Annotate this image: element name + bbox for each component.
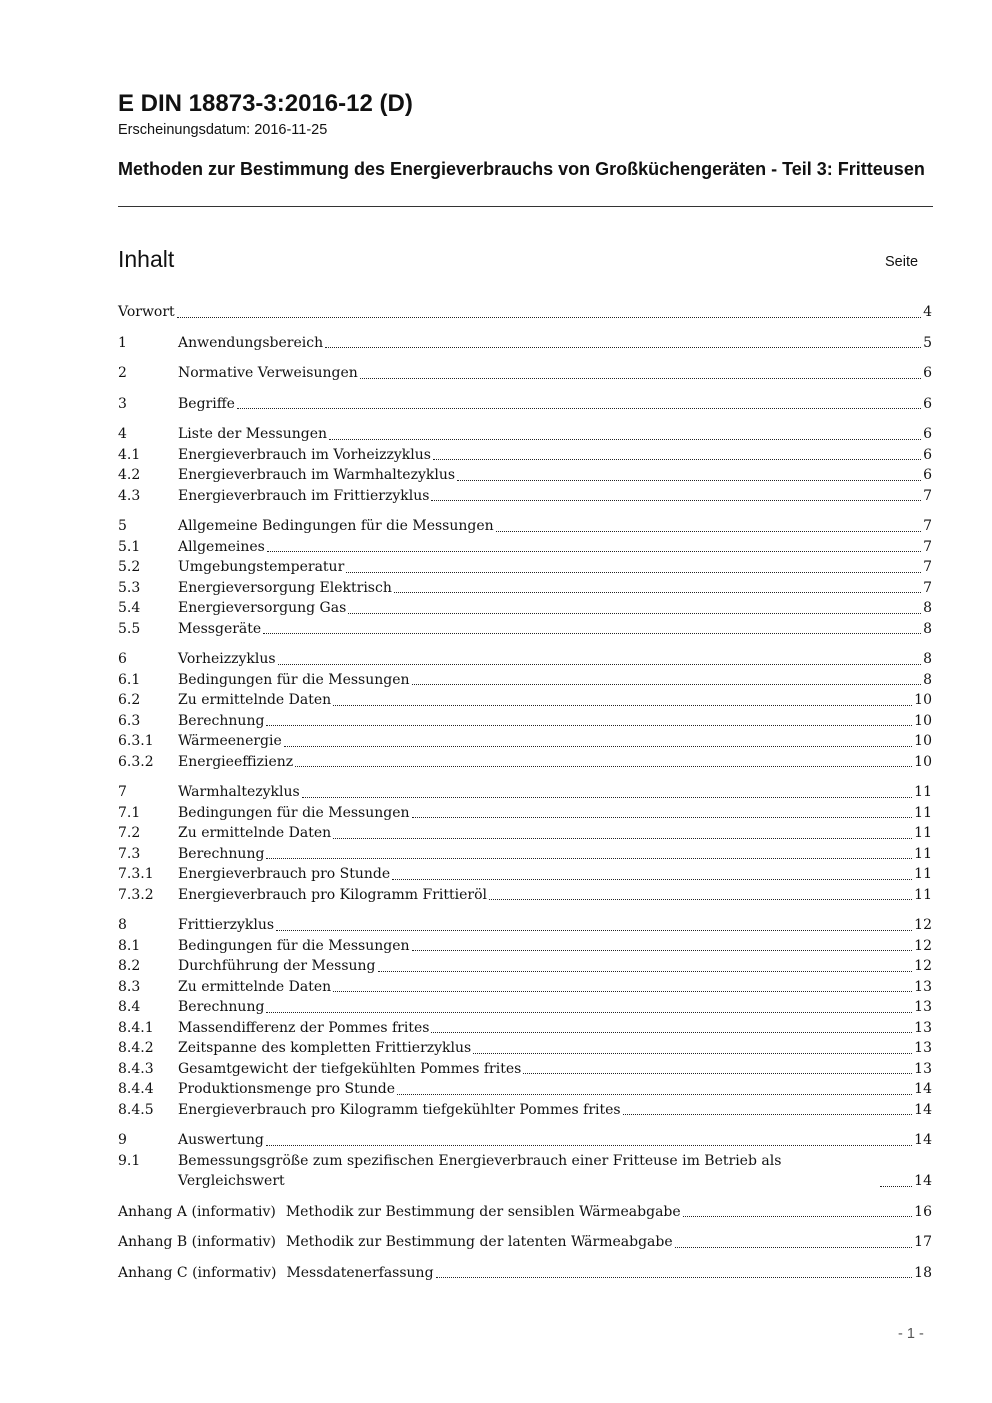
- toc-entry-label: Messdatenerfassung: [286, 1264, 434, 1281]
- toc-entry-8-4-4[interactable]: [118, 1079, 932, 1100]
- toc-leader-dots: [237, 408, 921, 409]
- toc-page-number: 17: [914, 1234, 932, 1250]
- toc-page-number: 6: [923, 446, 932, 463]
- toc-section-number: 8.4: [118, 999, 141, 1015]
- toc-entry-label: Bedingungen für die Messungen: [178, 937, 410, 954]
- toc-entry-5-5[interactable]: [118, 619, 932, 640]
- toc-leader-dots: [266, 1012, 912, 1013]
- toc-leader-dots: [397, 1094, 912, 1095]
- toc-entry-7-2[interactable]: [118, 823, 932, 844]
- toc-section-number: 5.3: [118, 579, 141, 596]
- toc-entry-vorwort[interactable]: [118, 302, 932, 323]
- toc-entry-7-1[interactable]: [118, 803, 932, 824]
- toc-page-number: 6: [923, 467, 932, 483]
- toc-section-number: 6.3.1: [118, 733, 154, 749]
- toc-page-number: 12: [914, 958, 932, 974]
- toc-section-number: 8.4.5: [118, 1101, 154, 1118]
- toc-page-number: 16: [914, 1203, 932, 1220]
- toc-leader-dots: [333, 838, 912, 839]
- toc-entry-label: Anwendungsbereich: [178, 334, 324, 351]
- toc-section-number: 9: [118, 1132, 127, 1148]
- toc-section-number: 4.2: [118, 467, 141, 483]
- toc-entry-label: Durchführung der Messung: [178, 958, 376, 974]
- toc-section-number: 8.3: [118, 978, 141, 995]
- toc-entry-5-1[interactable]: [118, 537, 932, 558]
- annex-prefix: Anhang B (informativ): [118, 1234, 277, 1250]
- toc-section-number: 6.3.2: [118, 753, 154, 770]
- toc-section-number: 5.4: [118, 600, 141, 616]
- toc-page-number: 10: [914, 692, 932, 708]
- toc-page-number: 7: [923, 559, 932, 575]
- toc-leader-dots: [412, 950, 913, 951]
- publication-date: Erscheinungsdatum: 2016-11-25: [118, 122, 328, 138]
- toc-page-number: 14: [914, 1081, 932, 1097]
- toc-leader-dots: [302, 797, 912, 798]
- toc-entry-label: Zu ermittelnde Daten: [178, 978, 332, 995]
- toc-page-number: 14: [914, 1132, 932, 1148]
- toc-entry-8-1[interactable]: [118, 936, 932, 957]
- toc-entry-label: Bedingungen für die Messungen: [178, 804, 410, 821]
- toc-section-number: 8.4.4: [118, 1081, 154, 1097]
- toc-page-number: 13: [914, 1019, 932, 1036]
- annex-prefix: Anhang A (informativ): [118, 1203, 276, 1220]
- toc-entry-label: Energieverbrauch im Warmhaltezyklus: [178, 467, 456, 483]
- toc-section-number: 8: [118, 917, 127, 933]
- toc-entry-8-4-2[interactable]: [118, 1038, 932, 1059]
- toc-entry-6[interactable]: [118, 649, 932, 670]
- toc-page-number: 13: [914, 978, 932, 995]
- toc-entry-3[interactable]: [118, 394, 932, 415]
- toc-page-number: 7: [923, 538, 932, 555]
- toc-leader-dots: [177, 317, 921, 318]
- toc-entry-label: Energieverbrauch im Vorheizzyklus: [178, 446, 431, 463]
- toc-entry-label: Energieversorgung Gas: [178, 600, 347, 616]
- toc-section-number: 5.2: [118, 559, 141, 575]
- toc-leader-dots: [496, 531, 921, 532]
- toc-entry-label: Messgeräte: [178, 620, 262, 637]
- toc-page-number: 11: [914, 866, 932, 882]
- toc-section-number: 5: [118, 518, 127, 534]
- toc-entry-8[interactable]: [118, 915, 932, 936]
- toc-page-number: 10: [914, 733, 932, 749]
- toc-leader-dots: [360, 378, 921, 379]
- toc-leader-dots: [348, 613, 921, 614]
- toc-entry-label: Methodik zur Bestimmung der latenten Wärmeabgabe: [286, 1234, 673, 1250]
- annex-prefix: Anhang C (informativ): [118, 1264, 277, 1281]
- toc-page-number: 11: [914, 825, 932, 841]
- toc-page-number: 14: [914, 1101, 932, 1118]
- toc-entry-label: Berechnung: [178, 712, 265, 729]
- toc-section-number: 6.2: [118, 692, 141, 708]
- toc-leader-dots: [675, 1247, 913, 1248]
- toc-page-number: 8: [923, 600, 932, 616]
- toc-entry-1[interactable]: [118, 333, 932, 354]
- toc-page-number: 13: [914, 1040, 932, 1056]
- toc-leader-dots: [489, 899, 912, 900]
- toc-entry-annex-b[interactable]: [118, 1232, 932, 1253]
- toc-entry-label: Energieverbrauch pro Stunde: [178, 866, 391, 882]
- toc-entry-5-3[interactable]: [118, 578, 932, 599]
- toc-leader-dots: [276, 930, 912, 931]
- toc-leader-dots: [394, 592, 921, 593]
- toc-entry-label: Massendifferenz der Pommes frites: [178, 1019, 430, 1036]
- toc-entry-label: Normative Verweisungen: [178, 365, 358, 381]
- toc-entry-label: Allgemeines: [178, 538, 265, 555]
- toc-section-number: 8.4.1: [118, 1019, 154, 1036]
- toc-entry-label: Begriffe: [178, 395, 235, 412]
- toc-section-number: 9.1: [118, 1152, 141, 1169]
- toc-section-number: 3: [118, 395, 127, 412]
- toc-leader-dots: [412, 684, 922, 685]
- toc-section-number: 6: [118, 651, 127, 667]
- toc-entry-label: Allgemeine Bedingungen für die Messungen: [178, 518, 494, 534]
- toc-entry-label: Bedingungen für die Messungen: [178, 671, 410, 688]
- toc-section-number: 8.1: [118, 937, 141, 954]
- toc-leader-dots: [412, 817, 913, 818]
- toc-leader-dots: [523, 1073, 912, 1074]
- toc-page-number: 12: [914, 917, 932, 933]
- toc-leader-dots: [266, 725, 912, 726]
- toc-leader-dots: [392, 879, 912, 880]
- toc-page-number: 11: [914, 845, 932, 862]
- toc-entry-label: Bemessungsgröße zum spezifischen Energieverbrauch einer Fritteuse im Betrieb als Vergleichswert: [178, 1152, 782, 1189]
- toc-page-number: 6: [923, 395, 932, 412]
- toc-page-number: 8: [923, 671, 932, 688]
- toc-section-number: 7.3.2: [118, 886, 154, 903]
- toc-entry-label: Umgebungstemperatur: [178, 559, 345, 575]
- toc-leader-dots: [266, 1145, 912, 1146]
- toc-entry-6-1[interactable]: [118, 670, 932, 691]
- toc-entry-label: Zu ermittelnde Daten: [178, 825, 332, 841]
- toc-section-number: 7: [118, 784, 127, 800]
- toc-entry-label: Energieverbrauch im Frittierzyklus: [178, 487, 430, 504]
- table-of-contents: [118, 302, 932, 1293]
- toc-entry-4-3[interactable]: [118, 486, 932, 507]
- toc-section-number: 7.2: [118, 825, 141, 841]
- toc-page-number: 7: [923, 487, 932, 504]
- toc-entry-label: Frittierzyklus: [178, 917, 275, 933]
- toc-section-number: 4: [118, 426, 127, 442]
- toc-section-number: 4.1: [118, 446, 141, 463]
- toc-page-number: 5: [923, 334, 932, 351]
- toc-entry-9-1[interactable]: [118, 1151, 932, 1192]
- toc-entry-4[interactable]: [118, 424, 932, 445]
- toc-section-number: 5.1: [118, 538, 141, 555]
- toc-page-number: 18: [914, 1264, 932, 1281]
- toc-page-number: 6: [923, 426, 932, 442]
- toc-heading: Inhalt: [118, 246, 175, 272]
- toc-leader-dots: [295, 766, 912, 767]
- toc-section-number: 7.3: [118, 845, 141, 862]
- toc-leader-dots: [683, 1216, 913, 1217]
- toc-leader-dots: [473, 1053, 912, 1054]
- toc-leader-dots: [263, 633, 921, 634]
- toc-page-column-label: Seite: [885, 254, 919, 270]
- toc-leader-dots: [433, 459, 921, 460]
- toc-page-number: 13: [914, 1060, 932, 1077]
- toc-entry-9[interactable]: [118, 1130, 932, 1151]
- toc-entry-7-3-2[interactable]: [118, 885, 932, 906]
- toc-entry-6-3-1[interactable]: [118, 731, 932, 752]
- toc-page-number: 11: [914, 784, 932, 800]
- toc-entry-8-4[interactable]: [118, 997, 932, 1018]
- toc-entry-4-1[interactable]: [118, 445, 932, 466]
- toc-section-number: 6.1: [118, 671, 141, 688]
- toc-entry-label: Energieeffizienz: [178, 753, 294, 770]
- toc-entry-label: Produktionsmenge pro Stunde: [178, 1081, 396, 1097]
- toc-entry-label: Methodik zur Bestimmung der sensiblen Wärmeabgabe: [285, 1203, 681, 1220]
- toc-section-number: 8.4.2: [118, 1040, 154, 1056]
- toc-entry-6-2[interactable]: [118, 690, 932, 711]
- toc-leader-dots: [333, 991, 912, 992]
- toc-entry-annex-c[interactable]: [118, 1263, 932, 1284]
- toc-entry-label: Berechnung: [178, 845, 265, 862]
- toc-leader-dots: [266, 858, 912, 859]
- toc-leader-dots: [431, 1032, 912, 1033]
- toc-section-number: 4.3: [118, 487, 141, 504]
- toc-section-number: 2: [118, 365, 127, 381]
- toc-entry-8-4-5[interactable]: [118, 1100, 932, 1121]
- toc-entry-8-3[interactable]: [118, 977, 932, 998]
- toc-entry-7[interactable]: [118, 782, 932, 803]
- document-title: E DIN 18873-3:2016-12 (D): [118, 90, 413, 117]
- toc-entry-label: Energieversorgung Elektrisch: [178, 579, 392, 596]
- toc-entry-7-3-1[interactable]: [118, 864, 932, 885]
- toc-page-number: 11: [914, 886, 932, 903]
- toc-page-number: 11: [914, 804, 932, 821]
- toc-page-number: 8: [923, 620, 932, 637]
- toc-page-number: 7: [923, 579, 932, 596]
- toc-page-number: 10: [914, 712, 932, 729]
- toc-entry-label: Energieverbrauch pro Kilogramm tiefgekühlter Pommes frites: [178, 1101, 621, 1118]
- toc-section-number: 7.1: [118, 804, 141, 821]
- toc-page-number: 10: [914, 753, 932, 770]
- toc-leader-dots: [325, 347, 921, 348]
- toc-section-number: 8.2: [118, 958, 141, 974]
- toc-page-number: 8: [923, 651, 932, 667]
- toc-leader-dots: [378, 971, 913, 972]
- toc-entry-6-3-2[interactable]: [118, 752, 932, 773]
- toc-page-number: 13: [914, 999, 932, 1015]
- toc-leader-dots: [278, 664, 922, 665]
- toc-entry-5-4[interactable]: [118, 598, 932, 619]
- toc-section-number: 5.5: [118, 620, 141, 637]
- toc-entry-5-2[interactable]: [118, 557, 932, 578]
- toc-entry-5[interactable]: [118, 516, 932, 537]
- toc-entry-label: Zeitspanne des kompletten Frittierzyklus: [178, 1040, 472, 1056]
- toc-entry-label: Liste der Messungen: [178, 426, 327, 442]
- toc-entry-8-2[interactable]: [118, 956, 932, 977]
- toc-leader-dots: [333, 705, 912, 706]
- toc-entry-7-3[interactable]: [118, 844, 932, 865]
- toc-entry-6-3[interactable]: [118, 711, 932, 732]
- toc-entry-label: Zu ermittelnde Daten: [178, 692, 332, 708]
- toc-section-number: 7.3.1: [118, 866, 154, 882]
- toc-page-number: 14: [914, 1173, 932, 1189]
- toc-entry-label: Gesamtgewicht der tiefgekühlten Pommes frites: [178, 1060, 522, 1077]
- toc-entry-label: Berechnung: [178, 999, 265, 1015]
- toc-section-number: 1: [118, 334, 127, 351]
- toc-page-number: 4: [923, 304, 932, 320]
- toc-entry-4-2[interactable]: [118, 465, 932, 486]
- toc-entry-label: Auswertung: [178, 1132, 264, 1148]
- toc-leader-dots: [284, 746, 912, 747]
- toc-entry-label: Energieverbrauch pro Kilogramm Frittieröl: [178, 886, 488, 903]
- toc-entry-annex-a[interactable]: [118, 1202, 932, 1223]
- toc-entry-label: Warmhaltezyklus: [178, 784, 300, 800]
- toc-entry-2[interactable]: [118, 363, 932, 384]
- title-divider: [118, 206, 933, 207]
- toc-page-number: 12: [914, 937, 932, 954]
- toc-entry-8-4-1[interactable]: [118, 1018, 932, 1039]
- toc-section-number: 6.3: [118, 712, 141, 729]
- toc-page-number: 7: [923, 518, 932, 534]
- document-subtitle: Methoden zur Bestimmung des Energieverbrauchs von Großküchengeräten - Teil 3: Fritteusen: [118, 159, 925, 179]
- toc-leader-dots: [329, 439, 921, 440]
- footer-page-number: - 1 -: [898, 1326, 924, 1342]
- toc-section-number: 8.4.3: [118, 1060, 154, 1077]
- toc-entry-8-4-3[interactable]: [118, 1059, 932, 1080]
- toc-leader-dots: [457, 480, 921, 481]
- toc-leader-dots: [267, 551, 921, 552]
- toc-leader-dots: [623, 1114, 913, 1115]
- toc-page-number: 6: [923, 365, 932, 381]
- toc-leader-dots: [346, 572, 921, 573]
- toc-leader-dots: [431, 500, 921, 501]
- toc-leader-dots: [436, 1277, 913, 1278]
- toc-leader-dots: [880, 1186, 912, 1187]
- toc-entry-label: Vorheizzyklus: [178, 651, 276, 667]
- toc-entry-label: Wärmeenergie: [178, 733, 282, 749]
- toc-entry-label: Vorwort: [118, 304, 175, 320]
